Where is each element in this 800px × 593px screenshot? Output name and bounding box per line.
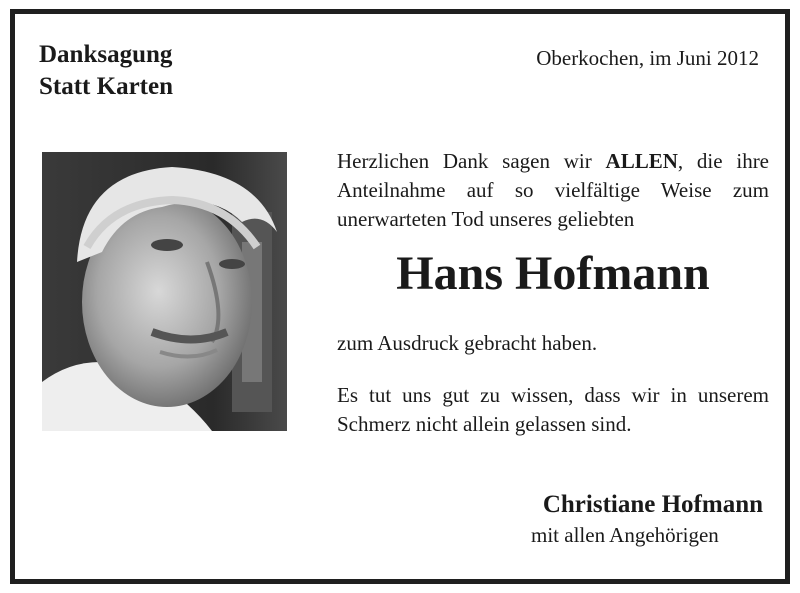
comfort-text: Es tut uns gut zu wissen, dass wir in unserem Schmerz nicht allein gelassen sind. xyxy=(337,383,769,436)
intro-emphasis: ALLEN xyxy=(605,149,678,173)
intro-text xyxy=(337,147,769,234)
intro-text-part1: Herzlichen Dank sagen wir xyxy=(337,149,606,173)
after-name-text: zum Ausdruck gebracht haben. xyxy=(337,331,598,355)
deceased-name: Hans Hofmann xyxy=(396,247,710,300)
intro-text-part2: , die ihre Anteilnahme auf so vielfältige Weise zum unerwarteten Tod unseres geliebten xyxy=(337,149,770,231)
signature-name: Christiane Hofmann xyxy=(542,491,763,518)
heading xyxy=(39,39,173,103)
place-date: Oberkochen, im Juni 2012 xyxy=(536,46,759,70)
portrait-image xyxy=(42,152,287,431)
portrait-photo xyxy=(42,152,287,431)
heading-title: Danksagung xyxy=(39,41,173,68)
signature-subline: mit allen Angehörigen xyxy=(531,523,719,547)
obituary-card xyxy=(10,9,790,584)
heading-subtitle: Statt Karten xyxy=(39,73,173,100)
